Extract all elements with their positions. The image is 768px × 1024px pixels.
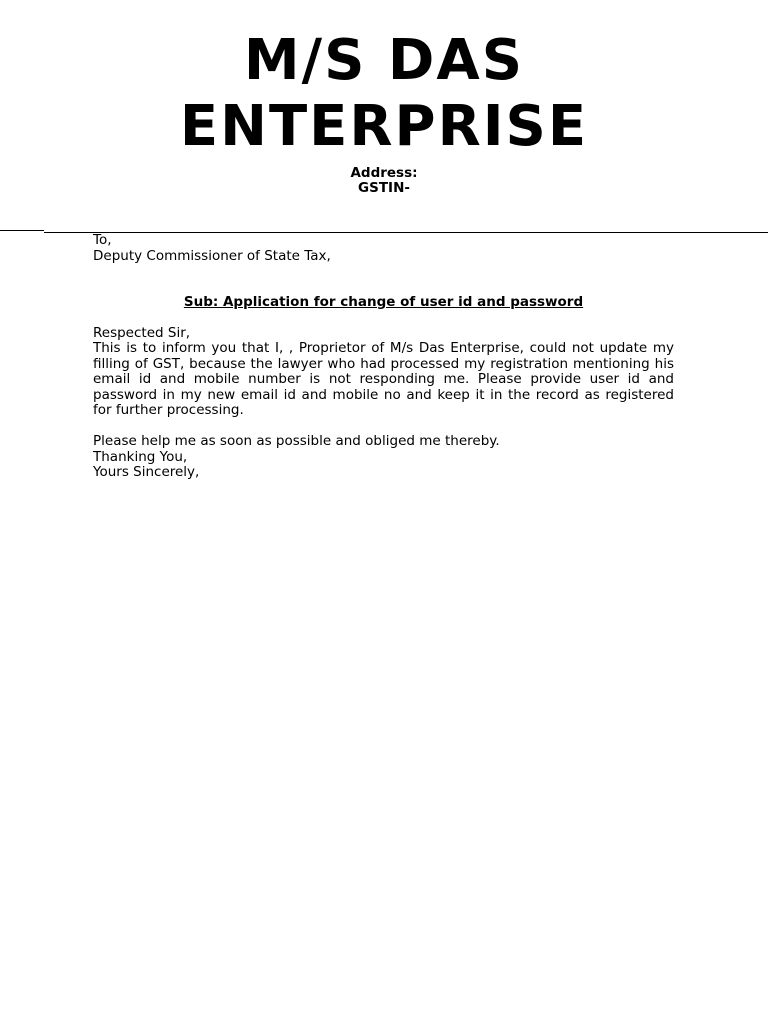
- address-label: Address:: [350, 165, 418, 181]
- recipient-line: Deputy Commissioner of State Tax,: [93, 247, 331, 264]
- sign-off: Yours Sincerely,: [93, 464, 200, 480]
- to-line: To,: [93, 232, 112, 248]
- letterhead: [0, 28, 768, 196]
- gstin-label: GSTIN-: [358, 180, 410, 196]
- thanks-line: Thanking You,: [93, 448, 188, 465]
- company-name-line-1: M/S DAS: [243, 28, 525, 93]
- request-line: Please help me as soon as possible and obliged me thereby.: [93, 433, 500, 449]
- letter-body: [93, 233, 674, 481]
- header-divider-left: [0, 230, 44, 231]
- salutation: Respected Sir,: [93, 324, 191, 341]
- body-paragraph: This is to inform you that I, , Proprietor of M/s Das Enterprise, could not update my filling of GST, because the lawyer who had processed my registration mentioning his email id and mobile number is not responding me. Please provide user id and password in my new email id and mobile no and keep it in the record as registered for further processing.: [93, 340, 674, 418]
- subject-line: Sub: Application for change of user id and password: [183, 294, 584, 310]
- company-name-line-2: ENTERPRISE: [179, 94, 589, 159]
